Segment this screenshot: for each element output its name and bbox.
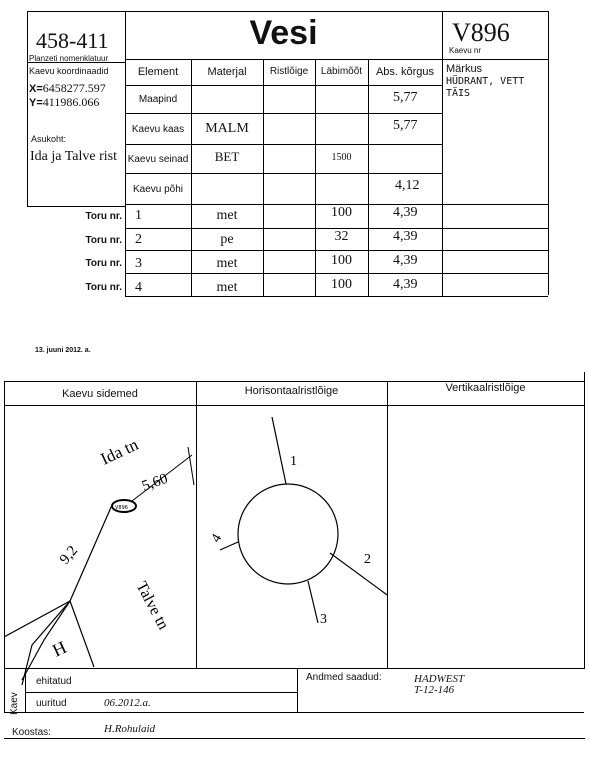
street-label-ida: Ida tn	[97, 434, 142, 469]
pipe-material: met	[216, 256, 238, 271]
pipe-label: Toru nr.	[85, 211, 122, 222]
page-title: Vesi	[249, 14, 318, 52]
well-mark-label: V896	[115, 505, 128, 511]
distance-label-1: 5,60	[139, 470, 171, 495]
pipe-label-4: 4	[208, 531, 226, 546]
row-material: BET	[214, 149, 240, 164]
col-header-cross: Ristlõige	[269, 66, 309, 77]
data-from-label: Andmed saadud:	[306, 672, 382, 683]
date-note: 13. juuni 2012. a.	[35, 347, 91, 354]
data-from-line1: HADWEST	[414, 673, 465, 685]
pipe-nr: 3	[135, 256, 142, 271]
x-label: X=	[29, 83, 43, 95]
pipe-diameter: 100	[331, 253, 352, 268]
street-label-talve: Talve tn	[132, 578, 172, 633]
distance-label-2: 9,2	[56, 542, 82, 568]
horizontal-section	[196, 405, 387, 665]
row-element: Kaevu seinad	[127, 154, 189, 165]
pipe-height: 4,39	[393, 229, 418, 244]
pipe-line-3	[308, 581, 318, 623]
well-number: V896	[452, 18, 510, 47]
pipe-nr: 4	[135, 280, 142, 295]
pipe-height: 4,39	[393, 277, 418, 292]
well-number-caption: Kaevu nr	[449, 46, 482, 55]
location-caption: Asukoht:	[31, 134, 67, 144]
row-element: Kaevu põhi	[132, 184, 184, 195]
pipe-line-1	[272, 417, 286, 484]
kaev-label: Kaev	[9, 692, 20, 715]
col-header-material: Materjal	[207, 66, 247, 78]
col-title-connections: Kaevu sidemed	[62, 388, 138, 400]
pipe-height: 4,39	[393, 253, 418, 268]
row-height: 5,77	[393, 90, 418, 105]
row-height: 4,12	[395, 178, 420, 193]
pipe-label: Toru nr.	[85, 282, 122, 293]
sheet-caption: Planzeti nomenklatuur	[29, 54, 109, 63]
pipe-label-1: 1	[290, 454, 297, 469]
pipe-line-2	[330, 553, 387, 600]
row-material: MALM	[205, 121, 249, 136]
y-coordinate	[29, 95, 99, 110]
remarks-caption: Märkus	[446, 63, 483, 75]
col-header-diameter: Läbimõõt	[320, 66, 363, 77]
data-from-line2: T-12-146	[414, 684, 455, 696]
coords-caption: Kaevu koordinaadid	[29, 66, 109, 76]
pipe-nr: 1	[135, 208, 142, 223]
pipe-material: met	[216, 208, 238, 223]
location-value: Ida ja Talve rist	[30, 149, 118, 164]
surveyed-value: 06.2012.a.	[104, 697, 151, 709]
col-header-height: Abs. kõrgus	[375, 66, 435, 78]
row-diameter: 1500	[331, 152, 352, 163]
col-title-vertical: Vertikaalristlõige	[445, 382, 526, 394]
row-element: Maapind	[138, 94, 178, 105]
well-circle	[238, 484, 338, 584]
pipe-diameter: 100	[331, 277, 352, 292]
pipe-label-2: 2	[364, 552, 371, 567]
x-coordinate	[29, 81, 106, 96]
pipe-material: pe	[220, 232, 234, 247]
remarks-text-line1: HÜDRANT, VETT	[446, 76, 525, 87]
row-element: Kaevu kaas	[131, 124, 185, 135]
pipe-diameter: 32	[334, 229, 349, 244]
sheet-number: 458-411	[36, 28, 109, 53]
compiled-value: H.Rohulaid	[104, 723, 156, 735]
surveyed-label: uuritud	[36, 698, 67, 709]
remarks-text-line2: TÄIS	[446, 88, 471, 99]
pipe-diameter: 100	[331, 205, 352, 220]
built-label: ehitatud	[36, 676, 72, 687]
pipe-nr: 2	[135, 232, 142, 247]
col-title-horizontal: Horisontaalristlõige	[244, 385, 339, 397]
street-line	[22, 505, 112, 685]
pipe-label: Toru nr.	[85, 235, 122, 246]
col-header-element: Element	[137, 66, 179, 78]
row-height: 5,77	[393, 118, 418, 133]
pipe-label-3: 3	[320, 612, 327, 627]
y-value: 411986.066	[42, 95, 100, 109]
pipe-label: Toru nr.	[85, 258, 122, 269]
y-label: Y=	[29, 97, 43, 109]
building-label: H	[49, 637, 70, 661]
pipe-height: 4,39	[393, 205, 418, 220]
compiled-label: Koostas:	[12, 727, 51, 738]
pipe-material: met	[216, 280, 238, 295]
x-value: 6458277.597	[42, 81, 106, 95]
connections-sketch	[4, 405, 196, 685]
